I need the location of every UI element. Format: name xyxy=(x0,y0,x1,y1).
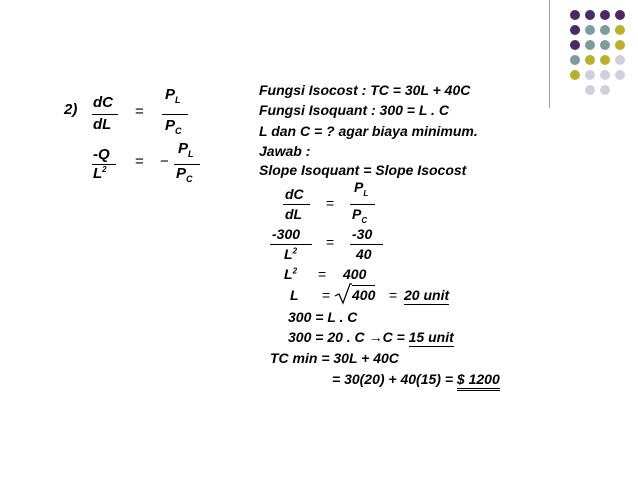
decorative-dot xyxy=(600,55,610,65)
decorative-dot xyxy=(600,10,610,20)
frac2-bar xyxy=(270,244,312,245)
square-root-icon xyxy=(334,283,352,305)
eq1-numerator: dC xyxy=(93,94,113,111)
isoquant-function: Fungsi Isoquant : 300 = L . C xyxy=(259,102,449,118)
l-value-equals-2: = xyxy=(389,287,398,303)
l-value-lhs: L xyxy=(290,287,299,303)
decorative-dot xyxy=(585,40,595,50)
frac1-rhs-denominator: $P_C$ xyxy=(352,206,368,225)
frac1-rhs-bar xyxy=(350,204,375,205)
eq1-rhs-fraction-bar xyxy=(162,114,188,115)
decorative-dot xyxy=(570,10,580,20)
l-value-radicand: 400 xyxy=(352,287,376,303)
l-value-equals: = xyxy=(322,287,331,303)
l-value-result: 20 unit xyxy=(404,287,450,303)
eq1-fraction-bar xyxy=(92,114,118,115)
question-line: L dan C = ? agar biaya minimum. xyxy=(259,123,478,139)
tc-min-formula: TC min = 30L + 40C xyxy=(270,350,399,366)
l-squared-lhs: $L^2$ xyxy=(284,266,298,282)
decorative-dot xyxy=(615,70,625,80)
eq2-rhs-denominator: $P_C$ xyxy=(176,165,193,184)
l-squared-rhs: 400 xyxy=(343,266,367,282)
tc-min-calculation: = 30(20) + 40(15) = $ 1200 xyxy=(332,371,500,387)
eq1-equals: = xyxy=(135,103,144,120)
c-value-result: 15 unit xyxy=(408,329,454,345)
slope-equality: Slope Isoquant = Slope Isocost xyxy=(259,162,467,178)
decorative-dot xyxy=(585,55,595,65)
isocost-function: Fungsi Isocost : TC = 30L + 40C xyxy=(259,82,471,98)
frac1-bar xyxy=(283,204,310,205)
eq1-rhs-numerator: $P_L$ xyxy=(165,86,181,105)
frac1-denominator: dL xyxy=(285,206,303,222)
tc-min-result: $ 1200 xyxy=(457,371,500,391)
decorative-divider-line xyxy=(549,0,550,108)
frac2-rhs-numerator: -30 xyxy=(352,226,373,242)
decorative-dot xyxy=(600,25,610,35)
eq2-numerator: -Q xyxy=(93,146,110,163)
l-squared-equals: = xyxy=(318,266,327,282)
decorative-dot xyxy=(570,70,580,80)
problem-number: 2) xyxy=(64,101,78,118)
decorative-dot xyxy=(615,40,625,50)
eq1-rhs-denominator: $P_C$ xyxy=(165,117,182,136)
decorative-dot xyxy=(615,55,625,65)
frac2-rhs-denominator: 40 xyxy=(356,246,372,262)
arrow-icon: → xyxy=(368,329,383,345)
answer-label: Jawab : xyxy=(259,143,311,159)
frac2-denominator: $L^2$ xyxy=(284,246,298,262)
frac2-equals: = xyxy=(326,234,335,250)
constraint-line: 300 = L . C xyxy=(288,309,358,325)
eq1-denominator: dL xyxy=(93,116,112,133)
eq2-equals: = xyxy=(135,153,144,170)
frac1-equals: = xyxy=(326,195,335,211)
frac2-numerator: -300 xyxy=(272,226,301,242)
decorative-dot xyxy=(615,25,625,35)
decorative-dot xyxy=(585,70,595,80)
decorative-dot xyxy=(600,85,610,95)
decorative-dot xyxy=(570,55,580,65)
decorative-dot xyxy=(585,85,595,95)
decorative-dot xyxy=(600,70,610,80)
decorative-dot xyxy=(570,25,580,35)
decorative-dot xyxy=(615,10,625,20)
eq2-rhs-numerator: $P_L$ xyxy=(178,140,194,159)
decorative-dot xyxy=(570,40,580,50)
decorative-dot xyxy=(600,40,610,50)
decorative-dot xyxy=(585,25,595,35)
eq2-minus-sign: − xyxy=(160,153,169,170)
frac1-numerator: dC xyxy=(285,186,304,202)
eq2-denominator: $L^2$ xyxy=(93,165,107,182)
frac2-rhs-bar xyxy=(350,244,383,245)
decorative-dot xyxy=(585,10,595,20)
c-value-line: 300 = 20 . C →C = 15 unit xyxy=(288,329,454,345)
frac1-rhs-numerator: $P_L$ xyxy=(354,179,369,198)
